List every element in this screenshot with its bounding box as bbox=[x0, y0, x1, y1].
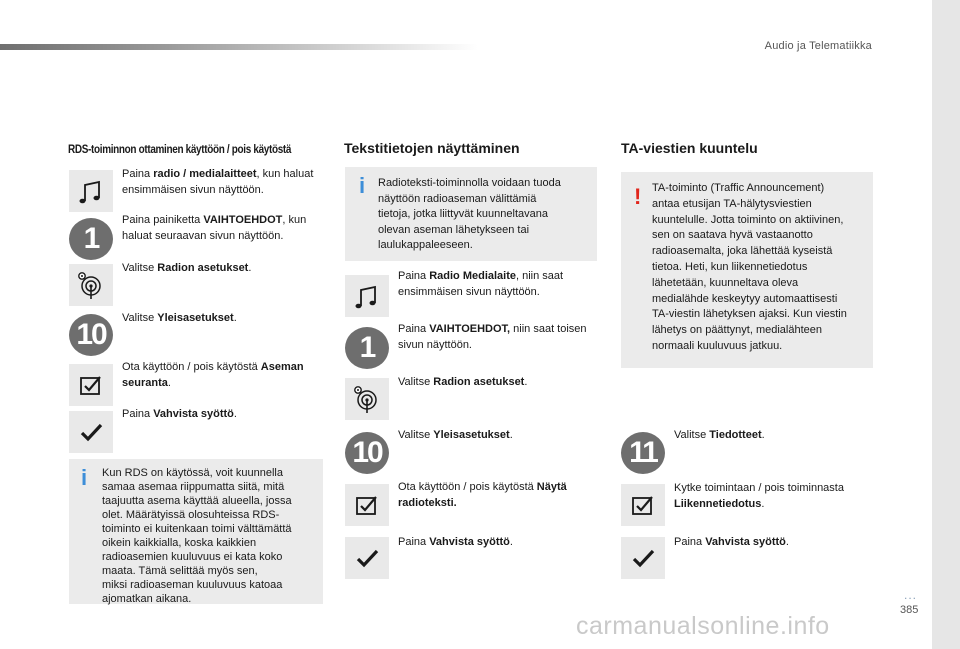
warning-icon: ! bbox=[634, 184, 642, 209]
checkbox-icon bbox=[345, 484, 389, 526]
ta-warning-text: TA-toiminto (Traffic Announcement) antaa etusijan TA-hälytysviestien kuuntelulle. Jotta toiminto on aktiivinen, sen on saatava hyvä vastaanotto radioasemalta, joka lähettää kyseistä tietoa. Heti, kun liikennetiedotus lähetetään, kuunneltava oleva medialähde keskeytyy automaattisesti TA-viestin lähetyksen ajaksi. Kun viestin lähetys on päättynyt, medialähteen normaali kuuluvuus jatkuu. bbox=[652, 182, 847, 352]
rds-info-box bbox=[69, 459, 323, 604]
section-title: Audio ja Telematiikka bbox=[764, 40, 872, 52]
radio-settings-icon bbox=[345, 378, 389, 420]
rds-step-6: Paina Vahvista syöttö. bbox=[122, 408, 237, 420]
rds-info-text: Kun RDS on käytössä, voit kuunnella samaa asemaa riippumatta siitä, mitä taajuutta asema käyttää alueella, jossa olet. Määrätyissä olosuhteissa RDS- toiminto ei kuitenkaan toimi välttämättä oikein kaikkialla, koska kaikkien radioasemien kuuluvuus ei kata koko maata. Tämä selittää myös sen, miksi radioaseman kuuluvuus katoaa ajomatkan aikana. bbox=[102, 467, 292, 605]
rds-step-1: Paina radio / medialaitteet, kun haluat ensimmäisen sivun näyttöön. bbox=[122, 168, 314, 196]
radiotext-step-3: Valitse Radion asetukset. bbox=[398, 376, 528, 388]
radiotext-info-text: Radioteksti-toiminnolla voidaan tuoda näyttöön radioaseman välittämiä tietoja, jotka liittyvät kuunneltavana olevan aseman lähetykseen tai laulukappaleeseen. bbox=[378, 177, 561, 251]
radiotext-info-box bbox=[345, 167, 597, 261]
step-number-badge: 1 bbox=[345, 327, 389, 369]
checkmark-icon bbox=[69, 411, 113, 453]
rds-step-2: Paina painiketta VAIHTOEHDOT, kun haluat seuraavan sivun näyttöön. bbox=[122, 214, 307, 242]
radiotext-heading: Tekstitietojen näyttäminen bbox=[344, 140, 520, 156]
info-icon: i bbox=[359, 173, 366, 198]
ta-warning-box bbox=[621, 172, 873, 368]
step-number-badge: 11 bbox=[621, 432, 665, 474]
radiotext-step-5: Ota käyttöön / pois käytöstä Näytä radioteksti. bbox=[398, 481, 567, 509]
nav-dots: ... bbox=[904, 588, 918, 602]
music-note-icon bbox=[69, 170, 113, 212]
ta-step-3: Paina Vahvista syöttö. bbox=[674, 536, 789, 548]
radio-settings-icon bbox=[69, 264, 113, 306]
step-number-badge: 10 bbox=[69, 314, 113, 356]
music-note-icon bbox=[345, 275, 389, 317]
page-number: 385 bbox=[900, 604, 919, 616]
step-number-badge: 1 bbox=[69, 218, 113, 260]
ta-heading: TA-viestien kuuntelu bbox=[621, 140, 758, 156]
rds-step-4: Valitse Yleisasetukset. bbox=[122, 312, 237, 324]
radiotext-step-4: Valitse Yleisasetukset. bbox=[398, 429, 513, 441]
rds-heading: RDS-toiminnon ottaminen käyttöön / pois käytöstä bbox=[68, 142, 292, 156]
page-side-strip bbox=[932, 0, 960, 649]
checkbox-icon bbox=[69, 364, 113, 406]
info-icon: i bbox=[81, 465, 88, 490]
radiotext-step-6: Paina Vahvista syöttö. bbox=[398, 536, 513, 548]
radiotext-step-2: Paina VAIHTOEHDOT, niin saat toisen sivun näyttöön. bbox=[398, 323, 587, 351]
step-number-badge: 10 bbox=[345, 432, 389, 474]
watermark: carmanualsonline.info bbox=[576, 612, 830, 640]
radiotext-step-1: Paina Radio Medialaite, niin saat ensimmäisen sivun näyttöön. bbox=[398, 270, 564, 298]
rds-step-3: Valitse Radion asetukset. bbox=[122, 262, 252, 274]
header-gradient-bar bbox=[0, 44, 478, 50]
checkmark-icon bbox=[621, 537, 665, 579]
rds-step-5: Ota käyttöön / pois käytöstä Aseman seuranta. bbox=[122, 361, 304, 389]
ta-step-2: Kytke toimintaan / pois toiminnasta Liikennetiedotus. bbox=[674, 482, 844, 510]
checkbox-icon bbox=[621, 484, 665, 526]
ta-step-1: Valitse Tiedotteet. bbox=[674, 429, 765, 441]
checkmark-icon bbox=[345, 537, 389, 579]
